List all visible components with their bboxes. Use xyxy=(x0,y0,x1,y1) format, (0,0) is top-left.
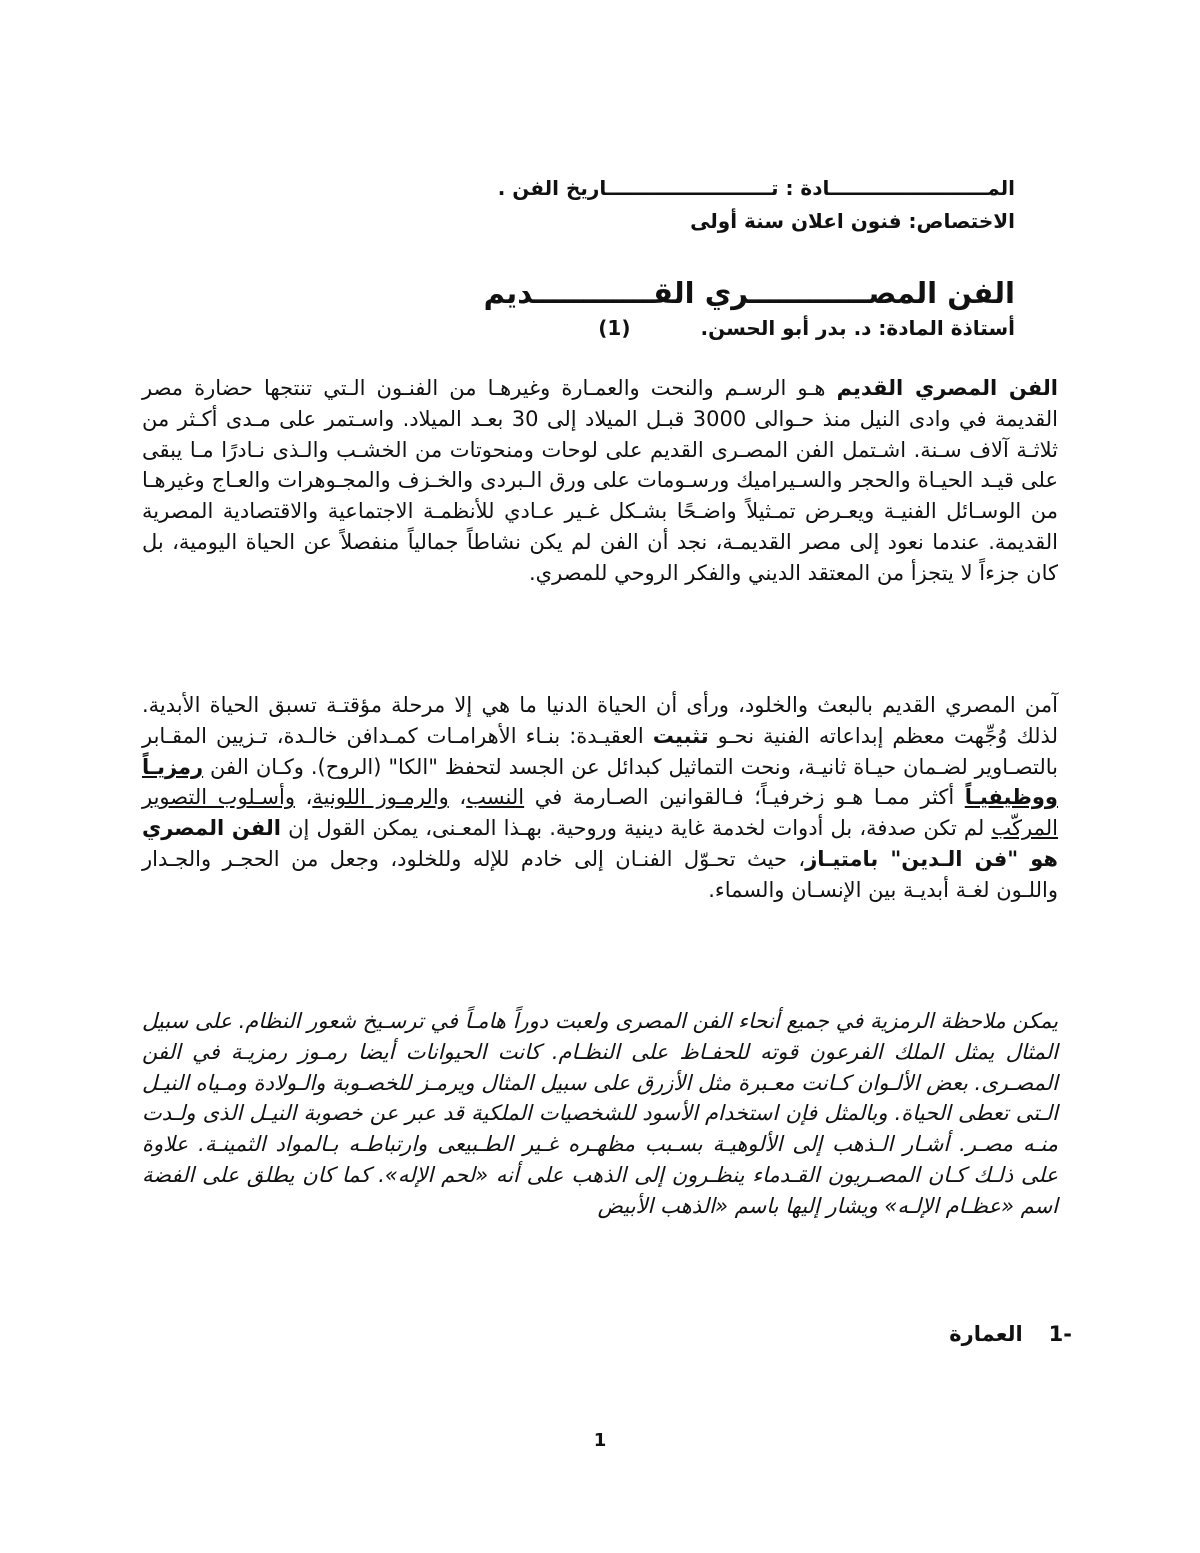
p2-s5: ، xyxy=(294,785,313,810)
p2-s3: أكثر ممـا هـو زخرفيـاً؛ فـالقوانين الصـارمة في xyxy=(524,785,965,810)
document-title: الفن المصــــــــــــري القــــــــــــديم xyxy=(483,276,1015,310)
p2-s4: ، xyxy=(448,785,467,810)
p2-s7: ، حيث تحـوّل الفنـان إلى خادم للإله وللخلود، وجعل من الحجـر والجـدار واللـون لغـة أبديـة بين الإنسـان والسماء. xyxy=(142,846,1058,902)
subject-line: المـــــــــــــــــــــــادة : تــــــــــــــــــــــــاريخ الفن . xyxy=(497,176,1015,200)
specialty-line: الاختصاص: فنون اعلان سنة أولى xyxy=(690,209,1015,233)
lecture-number: (1) xyxy=(598,316,631,340)
section-number: -1 xyxy=(1048,1322,1072,1346)
p2-underline-3: وأسـلوب التصوير المركّب xyxy=(142,785,1058,841)
paragraph-3: يمكن ملاحظة الرمزية في جميع أنحاء الفن المصرى ولعبت دوراً هامـاً في ترسـيخ شعور النظام. على سبيل المثال يمثل الملك الفرعون قوته للحفـاظ على النظـام. كانت الحيوانات أيضا رمـوز رمزيـة في الفن المصـرى. بعض الألـوان كـانت معـبرة مثل الأزرق على سبيل المثال ويرمـز للخصـوبة والـولادة ومـياه النيـل الـتى تعطى الحياة. وبالمثل فإن استخدام الأسود للشخصيات الملكية قد عبر عن خصوبة النيـل الذى ولـدت منـه مصـر. أشـار الـذهب إلى الألوهيـة بسـبب مظهـره غـير الطـبيعى وارتباطـه بـالمواد الثمينـة. علاوة على ذلـك كـان المصـريون القـدماء ينظـرون إلى الذهب على أنه «لحم الإله». كما كان يطلق على الفضة اسم «عظـام الإلـه» ويشار إليها باسم «الذهب الأبيض xyxy=(142,1009,1058,1218)
p2-underline-1: النسب xyxy=(466,785,525,810)
p2-bold-2: الفن المصري هو "فن الـدين" بامتيـاز xyxy=(142,816,1058,871)
p2-s2: العقيـدة: بنـاء الأهرامـات كمـدافن خالـدة، تـزيين المقـابر بالتصـاوير لضـمان حيـاة ثانيـة، ونحت التماثيل كبدائل عن الجسد لتحفظ "الكا" (الروح). وكـان الفن xyxy=(142,723,1058,779)
p2-bold-underline: رمزيـاً ووظيفيـاً xyxy=(142,754,1058,810)
p2-s6: لم تكن صدفة، بل أدوات لخدمة غاية دينية وروحية. بهـذا المعـنى، يمكن القول إن xyxy=(281,816,992,841)
page-number: 1 xyxy=(593,1430,607,1451)
section-title: العمارة xyxy=(949,1322,1023,1346)
p2-underline-2: والرمـوز اللونية xyxy=(312,785,449,810)
p2-s1: آمن المصري القديم بالبعث والخلود، ورأى أن الحياة الدنيا ما هي إلا مرحلة مؤقتـة تسبق الحياة الأبدية. لذلك وُجِّهت معظم إبداعاته الفنية نحـو xyxy=(142,693,1058,748)
professor-line xyxy=(160,316,1015,340)
paragraph-1 xyxy=(142,373,1058,589)
p2-bold-1: تثبيت xyxy=(652,723,709,748)
paragraph-2 xyxy=(142,690,1058,906)
section-heading xyxy=(860,1322,1072,1346)
paragraph-1-body: هـو الرسـم والنحت والعمـارة وغيرهـا من الفنـون الـتي تنتجها حضارة مصر القديمة في وادى النيل منذ حـوالى 3000 قبـل الميلاد إلى 30 بعـد الميلاد. واسـتمر على مـدى أكـثر من ثلاثـة آلاف سـنة. اشـتمل الفن المصـرى القديم على لوحات ومنحوتات من الخشـب والـذى نـادرًا مـا يبقى على قيـد الحيـاة والحجر والسـيراميك ورسـومات على ورق الـبردى والخـزف والمجـوهرات والعـاج وغيرهـا من الوسـائل الفنيـة ويعـرض تمـثيلاً واضـحًا بشـكل غـير عـادي للأنظمـة الاجتماعية والاقتصادية المصرية القديمة. عندما نعود إلى مصر القديمـة، نجد أن الفن لم يكن نشاطاً جمالياً منفصلاً عن الحياة اليومية، بل كان جزءاً لا يتجزأ من المعتقد الديني والفكر الروحي للمصري. xyxy=(142,376,1058,585)
paragraph-1-lead: الفن المصري القديم xyxy=(836,376,1058,400)
professor-label: أستاذة المادة: د. بدر أبو الحسن. xyxy=(700,316,1015,340)
